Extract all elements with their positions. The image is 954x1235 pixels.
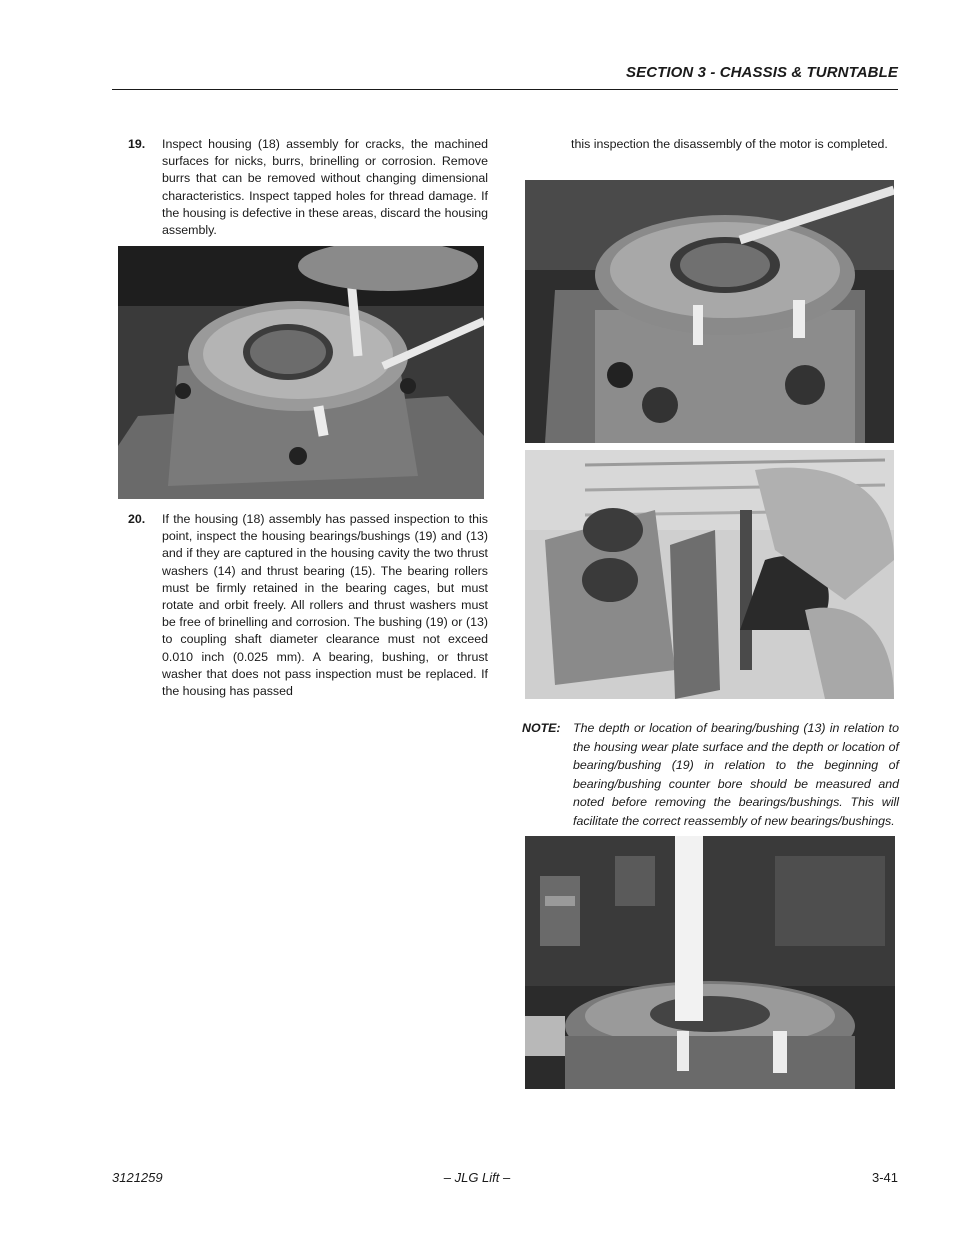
doc-number: 3121259 [112, 1170, 163, 1185]
step-number: 20. [128, 512, 146, 526]
housing-inspection-photo [118, 246, 484, 499]
company-name: – JLG Lift – [443, 1170, 511, 1185]
micrometer-measurement-photo [525, 450, 894, 699]
page-number: 3-41 [871, 1170, 898, 1185]
step-text: Inspect housing (18) assembly for cracks, the machined surfaces for nicks, burrs, brinelling or corrosion. Remove burrs that can be removed without changing dimensional characteristics. Inspect tapped holes for thread damage. If the housing is defective in these areas, discard the housing assembly. [162, 137, 488, 238]
bushing-depth-photo [525, 836, 895, 1089]
step-number: 19. [128, 137, 146, 151]
continuation-text: this inspection the disassembly of the motor is completed. [571, 137, 888, 151]
step-text: If the housing (18) assembly has passed inspection to this point, inspect the housing bearings/bushings (19) and (13) and if they are captured in the housing cavity the two thrust washers (14) and thrust bearing (15). The bearing rollers must be firmly retained in the bearing cages, but must rotate and orbit freely. All rollers and thrust washers must be free of brinelling and corrosion. The bushing (19) or (13) to coupling shaft diameter clearance must not exceed 0.010 inch (0.025 mm). A bearing, bushing, or thrust washer that does not pass inspection must be replaced. If the housing has passed [162, 512, 488, 699]
note-label: NOTE: [522, 721, 561, 735]
header-rule [112, 89, 898, 90]
section-title: SECTION 3 - CHASSIS & TURNTABLE [625, 64, 898, 81]
housing-top-photo [525, 180, 894, 443]
note-text: The depth or location of bearing/bushing (13) in relation to the housing wear plate surface and the depth or location of bearing/bushing (19) in relation to the beginning of bearing/bushing counter bore should be measured and noted before removing the bearings/bushings. This will facilitate the correct reassembly of new bearings/bushings. [573, 721, 899, 828]
